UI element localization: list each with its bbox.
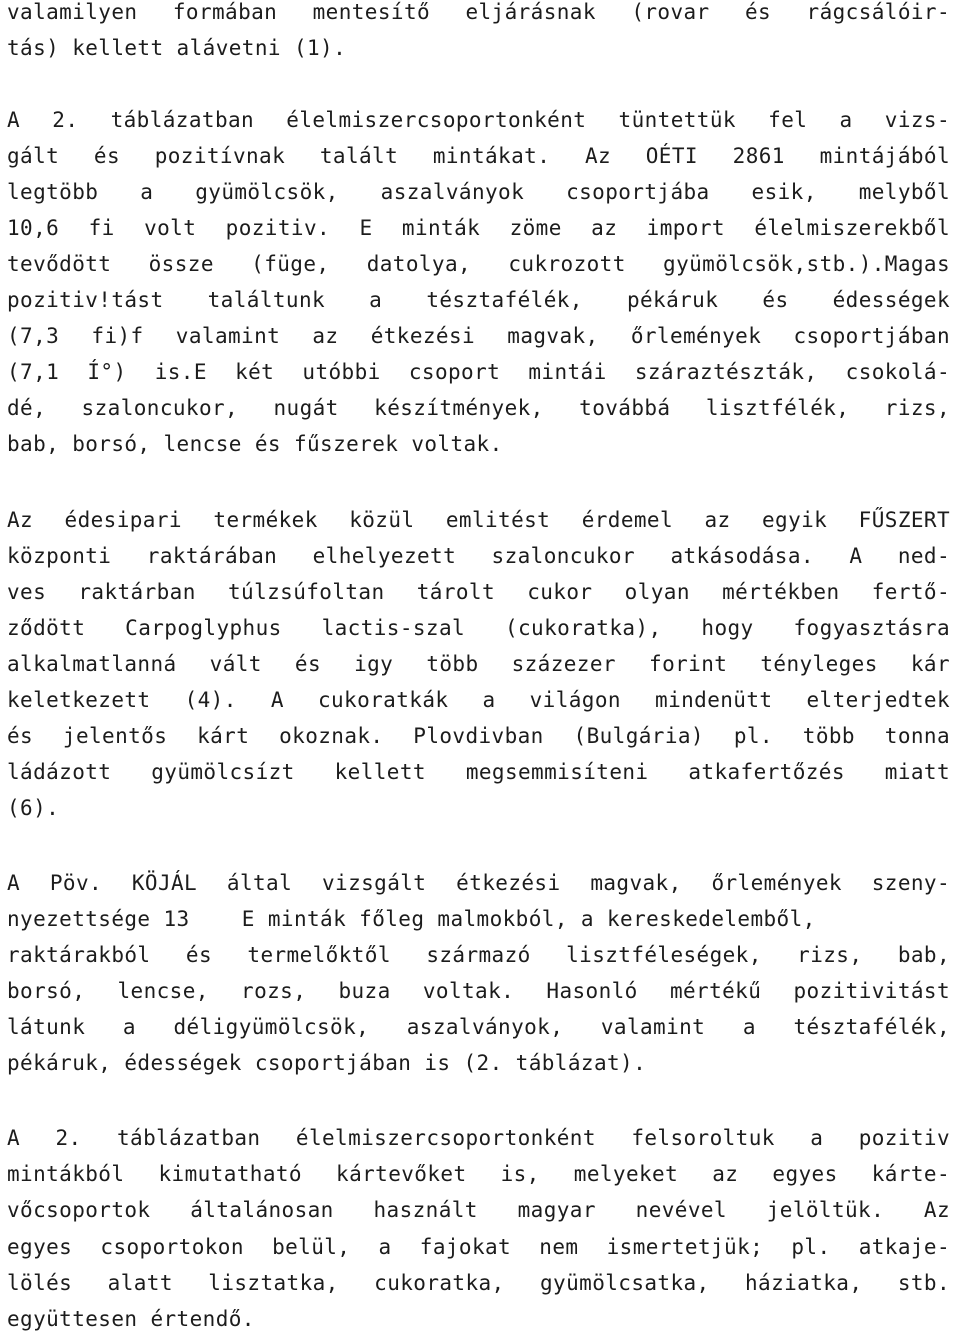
text-line: gált és pozitívnak talált mintákat. Az OÉTI 2861 mintájából	[7, 144, 950, 168]
text-line: A 2. táblázatban élelmiszercsoportonként tüntettük fel a vizs-	[7, 108, 950, 132]
text-line: (7,1 Í°) is.E két utóbbi csoport mintái száraztészták, csokolá-	[7, 360, 950, 384]
text-line: A 2. táblázatban élelmiszercsoportonként felsoroltuk a pozitiv	[7, 1126, 950, 1150]
text-line: központi raktárában elhelyezett szaloncukor atkásodása. A ned-	[7, 544, 950, 568]
text-line: A Pöv. KÖJÁL által vizsgált étkezési magvak, őrlemények szeny-	[7, 871, 950, 895]
text-line: (7,3 fi)f valamint az étkezési magvak, őrlemények csoportjában	[7, 324, 950, 348]
text-line: keletkezett (4). A cukoratkák a világon mindenütt elterjedtek	[7, 688, 950, 712]
text-line: alkalmatlanná vált és igy több százezer forint tényleges kár	[7, 652, 950, 676]
text-line: borsó, lencse, rozs, buza voltak. Hasonló mértékű pozitivitást	[7, 979, 950, 1003]
text-line: 10,6 fi volt pozitiv. E minták zöme az import élelmiszerekből	[7, 216, 950, 240]
text-line: látunk a déligyümölcsök, aszalványok, valamint a tésztafélék,	[7, 1015, 950, 1039]
text-line: tevődött össze (füge, datolya, cukrozott gyümölcsök,stb.).Magas	[7, 252, 950, 276]
text-line: tás) kellett alávetni (1).	[7, 36, 347, 60]
text-line: és jelentős kárt okoznak. Plovdivban (Bulgária) pl. több tonna	[7, 724, 950, 748]
text-line: bab, borsó, lencse és fűszerek voltak.	[7, 432, 503, 456]
text-line: dé, szaloncukor, nugát készítmények, továbbá lisztfélék, rizs,	[7, 396, 950, 420]
text-line: vőcsoportok általánosan használt magyar nevével jelöltük. Az	[7, 1198, 950, 1222]
text-line: pozitiv!tást találtunk a tésztafélék, pékáruk és édességek	[7, 288, 950, 312]
text-line: raktárakból és termelőktől származó lisztféleségek, rizs, bab,	[7, 943, 950, 967]
text-line: ves raktárban túlzsúfoltan tárolt cukor olyan mértékben fertő-	[7, 580, 950, 604]
text-line: pékáruk, édességek csoportjában is (2. táblázat).	[7, 1051, 647, 1075]
text-line: valamilyen formában mentesítő eljárásnak (rovar és rágcsálóir-	[7, 0, 950, 24]
text-line: ládázott gyümölcsízt kellett megsemmisíteni atkafertőzés miatt	[7, 760, 950, 784]
text-line: legtöbb a gyümölcsök, aszalványok csoportjába esik, melyből	[7, 180, 950, 204]
text-line: mintákból kimutatható kártevőket is, melyeket az egyes kárte-	[7, 1162, 950, 1186]
text-line: Az édesipari termékek közül emlitést érdemel az egyik FŰSZERT	[7, 508, 950, 532]
text-line: (6).	[7, 796, 60, 820]
text-line: együttesen értendő.	[7, 1307, 255, 1331]
text-line: nyezettsége 13 E minták főleg malmokból, a kereskedelemből,	[7, 907, 816, 931]
text-line: egyes csoportokon belül, a fajokat nem ismertetjük; pl. atkajе-	[7, 1235, 950, 1259]
text-line: ződött Carpoglyphus lactis-szal (cukoratka), hogy fogyasztásra	[7, 616, 950, 640]
text-line: lölés alatt lisztatka, cukoratka, gyümölcsatka, háziatka, stb.	[7, 1271, 950, 1295]
